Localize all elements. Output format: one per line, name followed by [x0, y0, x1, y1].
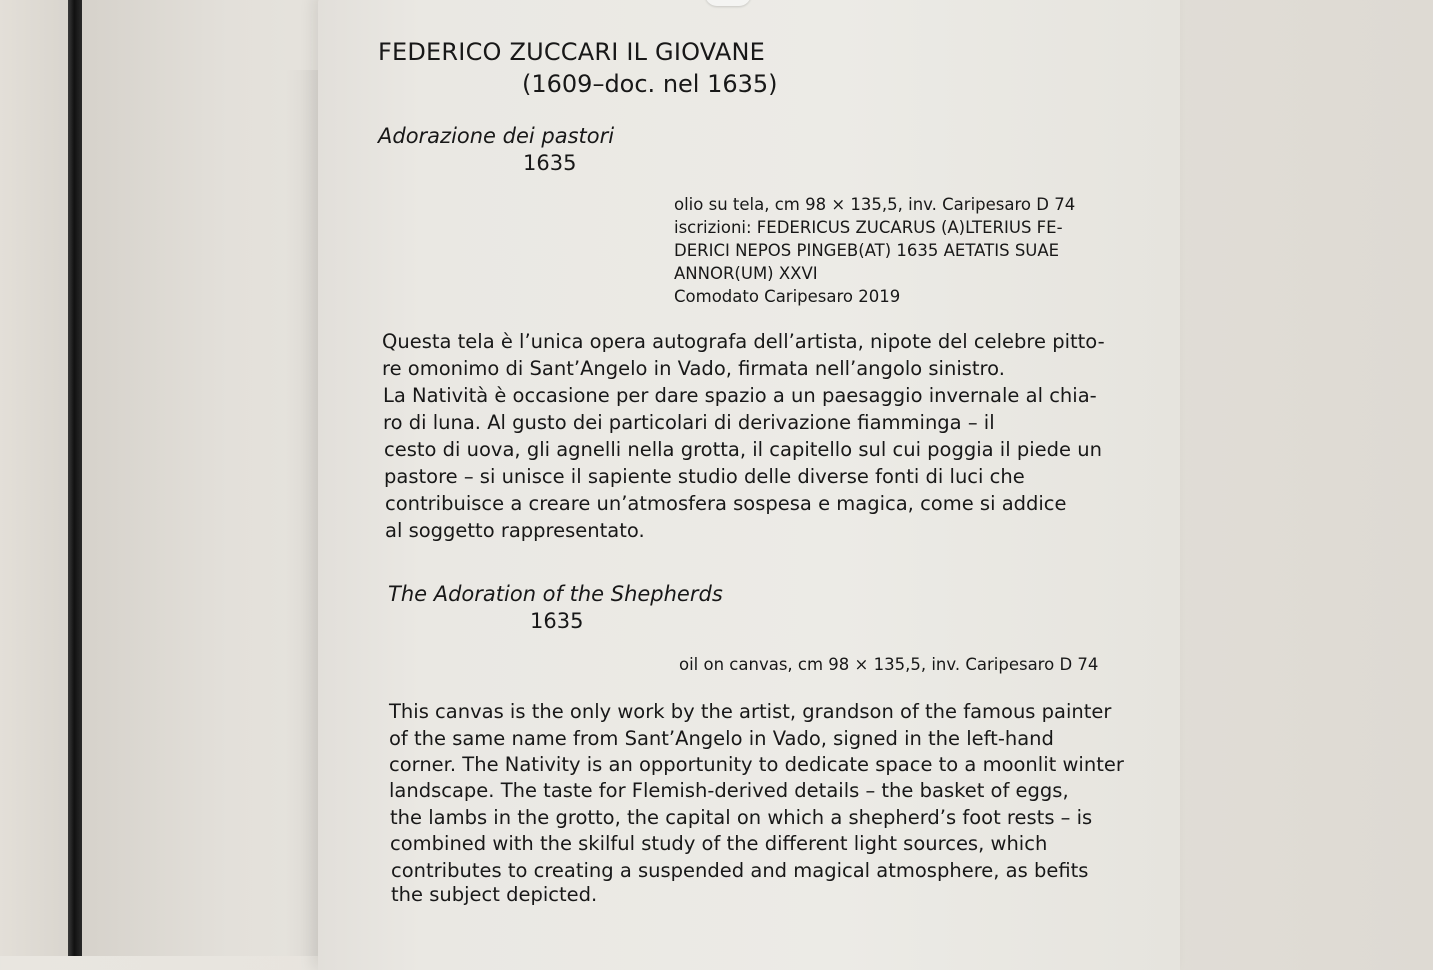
artist-name: FEDERICO ZUCCARI IL GIOVANE	[378, 38, 766, 66]
year-english: 1635	[530, 609, 584, 633]
description-line-en: combined with the skilful study of the different light sources, which	[390, 832, 1048, 855]
description-line-en: of the same name from Sant’Angelo in Vado, signed in the left-hand	[389, 727, 1054, 750]
description-line-it: contribuisce a creare un’atmosfera sospesa e magica, come si addice	[385, 492, 1067, 515]
description-line-en: the lambs in the grotto, the capital on which a shepherd’s foot rests – is	[390, 806, 1093, 829]
artist-dates: (1609–doc. nel 1635)	[522, 70, 778, 98]
description-line-it: cesto di uova, gli agnelli nella grotta, il capitello sul cui poggia il piede un	[384, 438, 1102, 461]
description-line-it: al soggetto rappresentato.	[385, 519, 645, 542]
description-line-en: the subject depicted.	[391, 883, 598, 906]
metadata-english: oil on canvas, cm 98 × 135,5, inv. Caripesaro D 74	[679, 655, 1099, 674]
metadata-line: DERICI NEPOS PINGEB(AT) 1635 AETATIS SUAE	[674, 241, 1060, 260]
description-line-it: ro di luna. Al gusto dei particolari di derivazione fiamminga – il	[383, 411, 995, 434]
description-line-en: This canvas is the only work by the artist, grandson of the famous painter	[389, 700, 1112, 723]
year-italian: 1635	[523, 151, 577, 175]
description-line-it: pastore – si unisce il sapiente studio delle diverse fonti di luci che	[384, 465, 1025, 488]
description-line-it: Questa tela è l’unica opera autografa dell’artista, nipote del celebre pitto-	[382, 330, 1105, 353]
wall-background	[0, 0, 70, 956]
title-italian: Adorazione dei pastori	[378, 124, 615, 148]
door-frame-edge	[68, 0, 82, 956]
description-line-en: corner. The Nativity is an opportunity to dedicate space to a moonlit winter	[389, 753, 1124, 776]
description-line-en: contributes to creating a suspended and magical atmosphere, as befits	[391, 859, 1089, 882]
metadata-line: olio su tela, cm 98 × 135,5, inv. Caripesaro D 74	[674, 195, 1076, 214]
metadata-line: ANNOR(UM) XXVI	[674, 264, 818, 283]
description-line-it: La Natività è occasione per dare spazio a un paesaggio invernale al chia-	[383, 384, 1097, 407]
description-line-it: re omonimo di Sant’Angelo in Vado, firmata nell’angolo sinistro.	[382, 357, 1005, 380]
description-line-en: landscape. The taste for Flemish-derived details – the basket of eggs,	[389, 779, 1069, 802]
metadata-line: Comodato Caripesaro 2019	[674, 287, 901, 306]
title-english: The Adoration of the Shepherds	[388, 582, 723, 606]
metadata-line: iscrizioni: FEDERICUS ZUCARUS (A)LTERIUS FE-	[674, 218, 1063, 237]
